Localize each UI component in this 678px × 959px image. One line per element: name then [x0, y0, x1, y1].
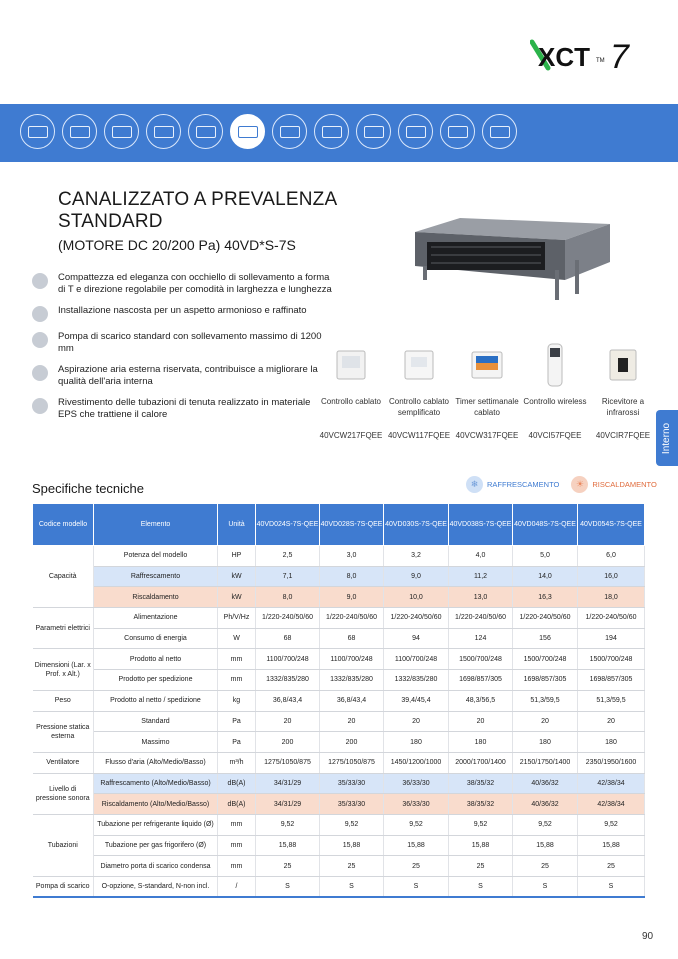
row-item: Raffrescamento [94, 566, 218, 587]
cell-value: 36/33/30 [384, 794, 449, 815]
feature-item [32, 305, 332, 322]
controller-code: 40VCIR7FQEE [595, 431, 651, 440]
floor-icon[interactable] [482, 114, 517, 149]
cell-value: 25 [256, 856, 320, 877]
cell-value: 6,0 [578, 546, 645, 567]
table-row [33, 814, 645, 835]
cell-value: 8,0 [256, 587, 320, 608]
column-header: 40VD048S-7S-QEE [513, 504, 578, 546]
cell-value: 14,0 [513, 566, 578, 587]
wired-controller-icon [318, 340, 384, 390]
cell-value: S [320, 877, 384, 898]
cell-value: 20 [513, 711, 578, 732]
table-row [33, 587, 645, 608]
cell-value: 9,52 [384, 814, 449, 835]
cell-value: 36/33/30 [384, 773, 449, 794]
row-unit: mm [218, 649, 256, 670]
controller-name: Controllo cablato semplificato [388, 397, 450, 417]
spec-title: Specifiche tecniche [32, 481, 145, 496]
legend [466, 476, 669, 493]
cell-value: 16,3 [513, 587, 578, 608]
controller-name: Controllo cablato [320, 397, 382, 406]
cell-value: 68 [320, 628, 384, 649]
sun-icon: ☀ [571, 476, 588, 493]
row-unit: Pa [218, 732, 256, 753]
row-unit: mm [218, 856, 256, 877]
row-unit: W [218, 628, 256, 649]
cassette-icon[interactable] [62, 114, 97, 149]
row-unit: Ph/V/Hz [218, 608, 256, 629]
cell-value: 1450/1200/1000 [384, 752, 449, 773]
column-header: Unità [218, 504, 256, 546]
cell-value: 38/35/32 [449, 773, 513, 794]
cell-value: 38/35/32 [449, 794, 513, 815]
cell-value: 42/38/34 [578, 773, 645, 794]
table-row [33, 628, 645, 649]
feature-item [32, 364, 332, 388]
row-unit: mm [218, 814, 256, 835]
cassette-icon[interactable] [104, 114, 139, 149]
cell-value: 1698/857/305 [578, 670, 645, 691]
table-row [33, 649, 645, 670]
feature-text: Aspirazione aria esterna riservata, contribuisce a migliorare la qualità dell'aria interna [58, 364, 318, 387]
cell-value: 2000/1700/1400 [449, 752, 513, 773]
controller-item [590, 340, 656, 440]
cell-value: 2350/1950/1600 [578, 752, 645, 773]
cell-value: 20 [384, 711, 449, 732]
feature-item [32, 397, 332, 421]
row-item: Raffrescamento (Alto/Medio/Basso) [94, 773, 218, 794]
unit-shape [28, 126, 48, 138]
cell-value: S [384, 877, 449, 898]
cell-value: 1100/700/248 [256, 649, 320, 670]
table-row [33, 856, 645, 877]
feature-text: Rivestimento delle tubazioni di tenuta realizzato in materiale EPS che trattiene il calore [58, 397, 311, 420]
unit-shape [154, 126, 174, 138]
cell-value: 200 [320, 732, 384, 753]
controller-code: 40VCW217FQEE [319, 431, 383, 440]
row-item: Potenza del modello [94, 546, 218, 567]
page-title: CANALIZZATO A PREVALENZA STANDARD [58, 189, 337, 232]
controller-name: Timer settimanale cablato [455, 397, 519, 417]
cell-value: 1332/835/280 [384, 670, 449, 691]
unit-shape [406, 126, 426, 138]
wall-icon[interactable] [272, 114, 307, 149]
controller-item [318, 340, 384, 440]
weekly-timer-icon [454, 340, 520, 390]
table-row [33, 711, 645, 732]
cell-value: 180 [578, 732, 645, 753]
feature-text: Compattezza ed eleganza con occhiello di sollevamento a forma di T e direzione regolabile per comodità in larghezza e lunghezza [58, 272, 332, 295]
feature-list [32, 272, 332, 430]
unit-shape [112, 126, 132, 138]
table-row [33, 877, 645, 898]
cell-value: 2,5 [256, 546, 320, 567]
cell-value: 20 [449, 711, 513, 732]
cell-value: 48,3/56,5 [449, 690, 513, 711]
table-row [33, 670, 645, 691]
column-header: 40VD028S-7S-QEE [320, 504, 384, 546]
row-unit: Pa [218, 711, 256, 732]
cell-value: 51,3/59,5 [513, 690, 578, 711]
row-unit: / [218, 877, 256, 898]
cell-value: 20 [320, 711, 384, 732]
table-row [33, 608, 645, 629]
cell-value: 7,1 [256, 566, 320, 587]
row-item: Alimentazione [94, 608, 218, 629]
cell-value: 1500/700/248 [449, 649, 513, 670]
cell-value: 1100/700/248 [384, 649, 449, 670]
group-label: Capacità [33, 546, 94, 608]
cell-value: 4,0 [449, 546, 513, 567]
unit-shape [322, 126, 342, 138]
column-header: 40VD038S-7S-QEE [449, 504, 513, 546]
cell-value: 194 [578, 628, 645, 649]
ceiling-icon[interactable] [188, 114, 223, 149]
cell-value: 11,2 [449, 566, 513, 587]
column-header: Elemento [94, 504, 218, 546]
section-tab: Interno [656, 410, 678, 466]
unit-shape [364, 126, 384, 138]
table-row [33, 566, 645, 587]
wall-icon[interactable] [356, 114, 391, 149]
controller-item [454, 340, 520, 440]
cell-value: 9,52 [256, 814, 320, 835]
feature-icon [32, 332, 48, 348]
feature-text: Pompa di scarico standard con sollevamento massimo di 1200 mm [58, 331, 322, 354]
cell-value: 94 [384, 628, 449, 649]
row-item: Riscaldamento [94, 587, 218, 608]
page-subtitle: (MOTORE DC 20/200 Pa) 40VD*S-7S [58, 237, 296, 253]
cell-value: 34/31/29 [256, 794, 320, 815]
row-item: Standard [94, 711, 218, 732]
cassette-icon[interactable] [20, 114, 55, 149]
row-item: Prodotto al netto / spedizione [94, 690, 218, 711]
svg-text:TM: TM [596, 58, 605, 64]
cell-value: 42/38/34 [578, 794, 645, 815]
cell-value: S [449, 877, 513, 898]
brand-logo [530, 28, 640, 74]
row-item: Riscaldamento (Alto/Medio/Basso) [94, 794, 218, 815]
svg-text:7: 7 [610, 38, 629, 74]
group-label: Dimensioni (Lar. x Prof. x Alt.) [33, 649, 94, 690]
row-unit: kg [218, 690, 256, 711]
row-unit: kW [218, 587, 256, 608]
cell-value: 1100/700/248 [320, 649, 384, 670]
group-label: Parametri elettrici [33, 608, 94, 649]
cell-value: 1/220-240/50/60 [449, 608, 513, 629]
cell-value: 124 [449, 628, 513, 649]
row-item: Diametro porta di scarico condensa [94, 856, 218, 877]
table-row [33, 773, 645, 794]
cell-value: 180 [513, 732, 578, 753]
group-label: Pompa di scarico [33, 877, 94, 898]
cell-value: 20 [256, 711, 320, 732]
group-label: Tubazioni [33, 814, 94, 876]
controller-item [386, 340, 452, 440]
console-icon[interactable] [398, 114, 433, 149]
row-item: Tubazione per refrigerante liquido (Ø) [94, 814, 218, 835]
duct-icon[interactable] [230, 114, 265, 149]
controller-name: Ricevitore a infrarossi [601, 397, 645, 417]
table-row [33, 546, 645, 567]
cell-value: 15,88 [384, 835, 449, 856]
cell-value: 1275/1050/875 [320, 752, 384, 773]
controller-code: 40VCI57FQEE [528, 431, 582, 440]
cell-value: 156 [513, 628, 578, 649]
wall-icon[interactable] [314, 114, 349, 149]
cell-value: 1/220-240/50/60 [513, 608, 578, 629]
cell-value: 25 [449, 856, 513, 877]
cell-value: 25 [320, 856, 384, 877]
cell-value: 36,8/43,4 [256, 690, 320, 711]
wireless-remote-icon [522, 340, 588, 390]
cell-value: 13,0 [449, 587, 513, 608]
cell-value: 36,8/43,4 [320, 690, 384, 711]
unit-shape [490, 126, 510, 138]
row-unit: kW [218, 566, 256, 587]
feature-item [32, 331, 332, 355]
cell-value: 1/220-240/50/60 [256, 608, 320, 629]
cell-value: 25 [513, 856, 578, 877]
spec-table [32, 503, 645, 898]
cell-value: 9,52 [320, 814, 384, 835]
feature-icon [32, 273, 48, 289]
cell-value: 200 [256, 732, 320, 753]
row-item: Massimo [94, 732, 218, 753]
cell-value: 25 [578, 856, 645, 877]
cell-value: 1275/1050/875 [256, 752, 320, 773]
table-row [33, 794, 645, 815]
cell-value: 35/33/30 [320, 773, 384, 794]
feature-icon [32, 365, 48, 381]
row-item: O-opzione, S-standard, N-non incl. [94, 877, 218, 898]
cell-value: 51,3/59,5 [578, 690, 645, 711]
simple-wired-controller-icon [386, 340, 452, 390]
cell-value: 39,4/45,4 [384, 690, 449, 711]
cell-value: 1698/857/305 [449, 670, 513, 691]
cell-value: 1/220-240/50/60 [320, 608, 384, 629]
row-unit: HP [218, 546, 256, 567]
cell-value: 15,88 [449, 835, 513, 856]
cell-value: 180 [384, 732, 449, 753]
cell-value: 9,0 [320, 587, 384, 608]
cell-value: 15,88 [578, 835, 645, 856]
cell-value: 1500/700/248 [578, 649, 645, 670]
snowflake-icon: ❄ [466, 476, 483, 493]
row-item: Prodotto al netto [94, 649, 218, 670]
controller-code: 40VCW317FQEE [455, 431, 519, 440]
table-row [33, 732, 645, 753]
column-header: 40VD054S-7S-QEE [578, 504, 645, 546]
row-item: Prodotto per spedizione [94, 670, 218, 691]
unit-shape [238, 126, 258, 138]
row-unit: mm [218, 670, 256, 691]
cell-value: 8,0 [320, 566, 384, 587]
row-unit: dB(A) [218, 794, 256, 815]
svg-text:XCT: XCT [538, 42, 590, 72]
cell-value: S [578, 877, 645, 898]
unit-shape [70, 126, 90, 138]
cell-value: 15,88 [513, 835, 578, 856]
cell-value: 180 [449, 732, 513, 753]
row-item: Consumo di energia [94, 628, 218, 649]
floor-icon[interactable] [440, 114, 475, 149]
cell-value: 1/220-240/50/60 [578, 608, 645, 629]
cell-value: 1332/835/280 [256, 670, 320, 691]
legend-cooling: ❄ RAFFRESCAMENTO [466, 476, 559, 493]
group-label: Livello di pressione sonora [33, 773, 94, 814]
cell-value: 2150/1750/1400 [513, 752, 578, 773]
controller-item [522, 340, 588, 440]
infrared-receiver-icon [590, 340, 656, 390]
group-label: Ventilatore [33, 752, 94, 773]
table-row [33, 690, 645, 711]
cell-value: 10,0 [384, 587, 449, 608]
cell-value: 9,52 [513, 814, 578, 835]
cell-value: 20 [578, 711, 645, 732]
row-unit: dB(A) [218, 773, 256, 794]
row-item: Tubazione per gas frigorifero (Ø) [94, 835, 218, 856]
cell-value: 9,52 [449, 814, 513, 835]
cell-value: 1698/857/305 [513, 670, 578, 691]
row-unit: m³/h [218, 752, 256, 773]
feature-icon [32, 398, 48, 414]
cell-value: 40/36/32 [513, 794, 578, 815]
cell-value: 15,88 [256, 835, 320, 856]
cell-value: 1332/835/280 [320, 670, 384, 691]
feature-item [32, 272, 332, 296]
cell-value: 1500/700/248 [513, 649, 578, 670]
cell-value: 3,0 [320, 546, 384, 567]
unit-shape [196, 126, 216, 138]
controller-code: 40VCW117FQEE [387, 431, 451, 440]
unit-shape [280, 126, 300, 138]
legend-heating: ☀ RISCALDAMENTO [571, 476, 656, 493]
controller-list [318, 340, 658, 440]
row-unit: mm [218, 835, 256, 856]
cell-value: 35/33/30 [320, 794, 384, 815]
cell-value: 40/36/32 [513, 773, 578, 794]
category-strip [0, 104, 678, 162]
row-item: Flusso d'aria (Alto/Medio/Basso) [94, 752, 218, 773]
cell-value: 5,0 [513, 546, 578, 567]
cell-value: 3,2 [384, 546, 449, 567]
feature-icon [32, 306, 48, 322]
column-header: Codice modello [33, 504, 94, 546]
column-header: 40VD030S-7S-QEE [384, 504, 449, 546]
column-header: 40VD024S-7S-QEE [256, 504, 320, 546]
table-row [33, 835, 645, 856]
cell-value: 34/31/29 [256, 773, 320, 794]
feature-text: Installazione nascosta per un aspetto armonioso e raffinato [58, 305, 307, 316]
cell-value: 18,0 [578, 587, 645, 608]
cell-value: 16,0 [578, 566, 645, 587]
cell-value: 25 [384, 856, 449, 877]
cassette-icon[interactable] [146, 114, 181, 149]
cell-value: 9,52 [578, 814, 645, 835]
cell-value: 9,0 [384, 566, 449, 587]
cell-value: S [513, 877, 578, 898]
unit-shape [448, 126, 468, 138]
product-image [405, 210, 615, 305]
cell-value: 68 [256, 628, 320, 649]
group-label: Pressione statica esterna [33, 711, 94, 752]
cell-value: 15,88 [320, 835, 384, 856]
cell-value: 1/220-240/50/60 [384, 608, 449, 629]
group-label: Peso [33, 690, 94, 711]
table-row [33, 752, 645, 773]
page-number: 90 [642, 931, 654, 942]
controller-name: Controllo wireless [523, 397, 587, 406]
cell-value: S [256, 877, 320, 898]
